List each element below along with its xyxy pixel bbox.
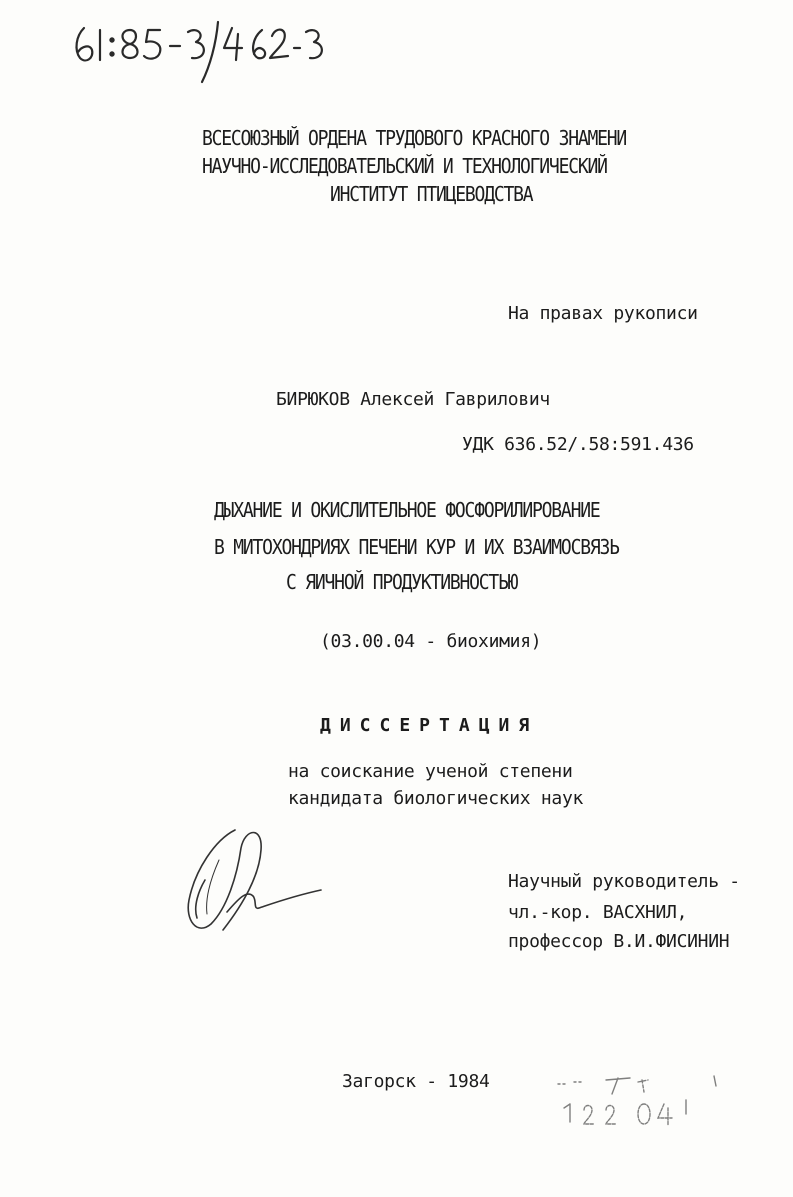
supervisor-line-2: чл.-кор. ВАСХНИЛ,: [508, 902, 688, 923]
place-and-year: Загорск - 1984: [342, 1071, 490, 1092]
title-line-3: С ЯИЧНОЙ ПРОДУКТИВНОСТЬЮ: [286, 571, 518, 595]
institution-line-1: ВСЕСОЮЗНЫЙ ОРДЕНА ТРУДОВОГО КРАСНОГО ЗНАМЕНИ: [202, 127, 627, 151]
registry-stamp: [548, 1070, 728, 1130]
supervisor-line-1: Научный руководитель -: [508, 871, 740, 892]
supervisor-line-3: профессор В.И.ФИСИНИН: [508, 931, 730, 952]
degree-line-1: на соискание ученой степени: [288, 761, 573, 782]
rights-note: На правах рукописи: [508, 303, 698, 324]
specialty-code: (03.00.04 - биохимия): [320, 631, 542, 652]
document-type: ДИССЕРТАЦИЯ: [320, 715, 539, 736]
title-line-2: В МИТОХОНДРИЯХ ПЕЧЕНИ КУР И ИХ ВЗАИМОСВЯЗЬ: [214, 536, 619, 560]
degree-line-2: кандидата биологических наук: [288, 788, 584, 809]
handwritten-signature: [175, 820, 335, 940]
author-name: БИРЮКОВ Алексей Гаврилович: [276, 389, 550, 410]
title-line-1: ДЫХАНИЕ И ОКИСЛИТЕЛЬНОЕ ФОСФОРИЛИРОВАНИЕ: [214, 499, 600, 523]
udc-code: УДК 636.52/.58:591.436: [462, 434, 694, 455]
institution-line-3: ИНСТИТУТ ПТИЦЕВОДСТВА: [330, 183, 533, 207]
handwritten-archive-mark: [70, 14, 330, 84]
institution-line-2: НАУЧНО-ИССЛЕДОВАТЕЛЬСКИЙ И ТЕХНОЛОГИЧЕСКИЙ: [202, 155, 607, 179]
